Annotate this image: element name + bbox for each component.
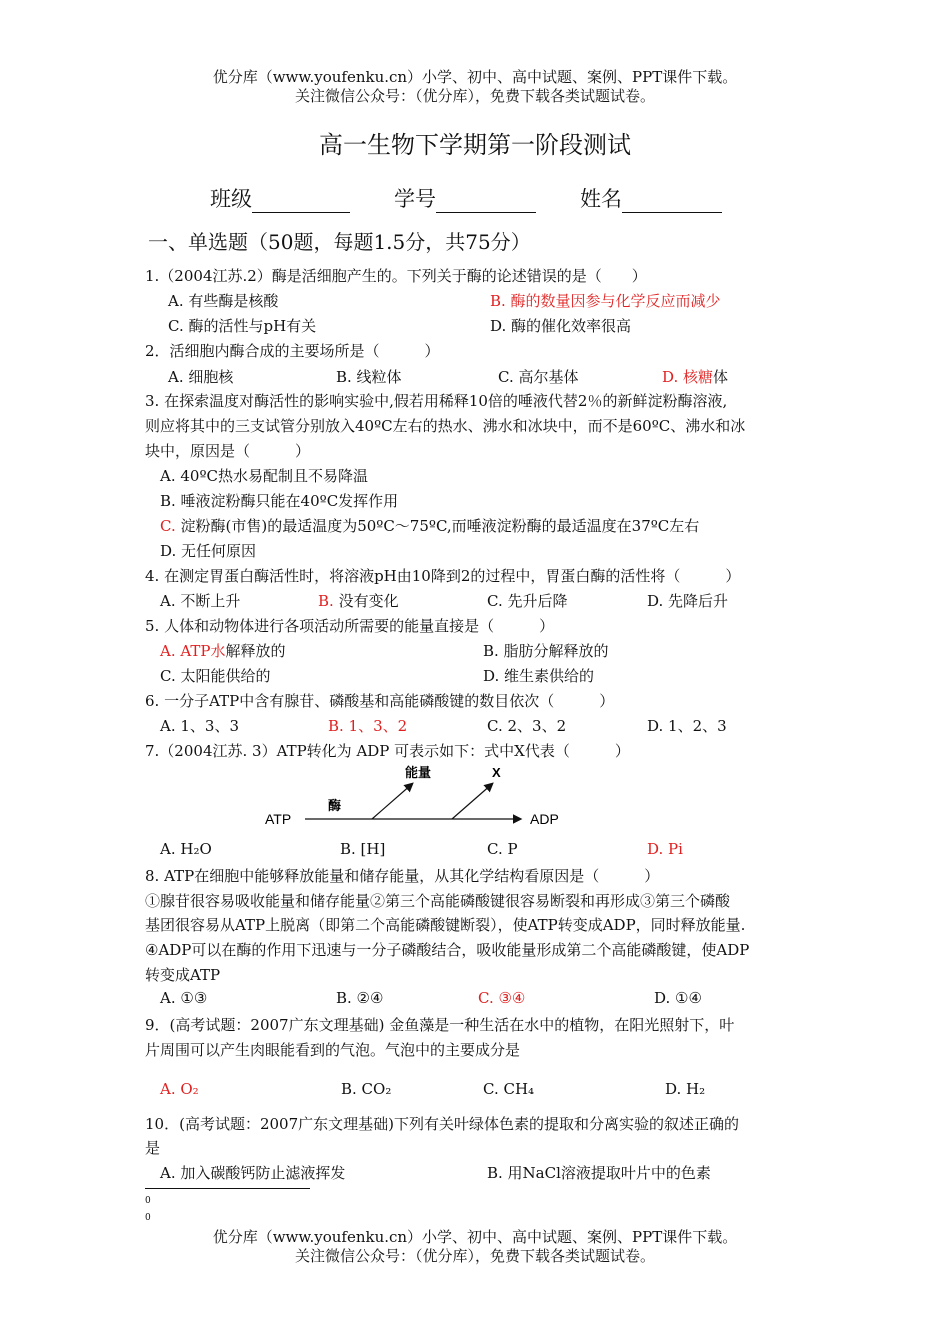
footer-line-2: 关注微信公众号：（优分库），免费下载各类试题试卷。 [294, 1247, 655, 1265]
atp-adp-diagram-svg [265, 762, 585, 832]
q2-option-a: A. 细胞核 [168, 368, 234, 386]
q7-option-d: D. Pi [647, 840, 683, 858]
q6-option-c: C. 2、3、2 [487, 717, 567, 735]
q4-option-b-text: 没有变化 [333, 592, 399, 610]
q6-option-a: A. 1、3、3 [160, 717, 239, 735]
q5-option-c: C. 太阳能供给的 [160, 667, 271, 685]
q5-stem: 5. 人体和动物体进行各项活动所需要的能量直接是（ ） [145, 617, 555, 635]
q4-stem: 4. 在测定胃蛋白酶活性时，将溶液pH由10降到2的过程中，胃蛋白酶的活性将（ ） [145, 567, 741, 585]
q6-option-b: B. 1、3、2 [328, 717, 408, 735]
q9-option-a: A. O₂ [160, 1080, 199, 1098]
id-blank [436, 190, 536, 213]
q7-option-a: A. H₂O [160, 840, 212, 858]
q8-stem: 8. ATP在细胞中能够释放能量和储存能量，从其化学结构看原因是（ ） [145, 867, 660, 885]
footnote-1: 0 [145, 1196, 151, 1206]
q2-option-d [662, 366, 728, 387]
q4-option-d: D. 先降后升 [647, 592, 729, 610]
q3-option-d: D. 无任何原因 [160, 542, 257, 560]
q9-option-c: C. CH₄ [483, 1080, 535, 1098]
q4-option-c: C. 先升后降 [487, 592, 568, 610]
q6-option-d: D. 1、2、3 [647, 717, 727, 735]
q2-option-c: C. 高尔基体 [498, 368, 579, 386]
atp-adp-diagram [265, 762, 585, 836]
q1-stem: 1.（2004江苏.2）酶是活细胞产生的。下列关于酶的论述错误的是（ ） [145, 267, 647, 285]
q3-option-c-text: 淀粉酶(市售)的最适温度为50ºC～75ºC,而唾液淀粉酶的最适温度在37ºC左右 [175, 517, 700, 535]
q8-option-c: C. ③④ [478, 989, 526, 1007]
name-blank [622, 190, 722, 213]
q3-stem-1: 3. 在探索温度对酶活性的影响实验中,假若用稀释10倍的唾液代替2％的新鲜淀粉酶溶液, [145, 392, 728, 410]
q1-option-c: C. 酶的活性与pH有关 [168, 317, 317, 335]
q3-option-a: A. 40ºC热水易配制且不易降温 [160, 467, 368, 485]
q5-option-a-red: A. ATP水 [160, 642, 226, 660]
q8-option-b: B. ②④ [336, 989, 384, 1007]
q3-stem-2: 则应将其中的三支试管分别放入40ºC左右的热水、沸水和冰块中，而不是60ºC、沸水和冰 [145, 417, 746, 435]
q8-text-2: 基团很容易从ATP上脱离（即第二个高能磷酸键断裂），使ATP转变成ADP，同时释放能量. [145, 916, 746, 934]
q8-option-a: A. ①③ [160, 989, 208, 1007]
diagram-x-label: X [492, 765, 501, 780]
q6-stem: 6. 一分子ATP中含有腺苷、磷酸基和高能磷酸键的数目依次（ ） [145, 692, 615, 710]
q9-option-d: D. H₂ [665, 1080, 706, 1098]
diagram-energy-arrow [372, 784, 412, 819]
q9-option-b: B. CO₂ [341, 1080, 392, 1098]
id-label: 学号 [394, 187, 436, 211]
q8-text-3: ④ADP可以在酶的作用下迅速与一分子磷酸结合，吸收能量形成第二个高能磷酸键，使ADP [145, 941, 750, 959]
header-line-2: 关注微信公众号：（优分库），免费下载各类试题试卷。 [294, 87, 655, 105]
q3-option-c-letter: C. [160, 517, 176, 535]
q1-option-a: A. 有些酶是核酸 [168, 292, 279, 310]
diagram-atp-label: ATP [265, 811, 292, 827]
q2-option-d-rest: 体 [713, 368, 729, 386]
q10-option-b: B. 用NaCl溶液提取叶片中的色素 [487, 1164, 711, 1182]
header-line-1: 优分库（www.youfenku.cn）小学、初中、高中试题、案例、PPT课件下载。 [212, 68, 738, 86]
q2-stem: 2．活细胞内酶合成的主要场所是（ ） [145, 342, 440, 360]
q4-option-b-letter: B. [318, 592, 334, 610]
q3-option-b: B. 唾液淀粉酶只能在40ºC发挥作用 [160, 492, 399, 510]
q9-stem-1: 9．(高考试题：2007广东文理基础) 金鱼藻是一种生活在水中的植物，在阳光照射下，叶 [145, 1016, 735, 1034]
q10-option-a: A. 加入碳酸钙防止滤液挥发 [160, 1164, 346, 1182]
class-blank [252, 190, 350, 213]
q1-option-d: D. 酶的催化效率很高 [490, 317, 632, 335]
q2-option-b: B. 线粒体 [336, 368, 402, 386]
q5-option-a [160, 640, 286, 661]
q1-option-b: B. 酶的数量因参与化学反应而减少 [490, 292, 721, 310]
footnote-rule [145, 1188, 310, 1189]
q10-stem-1: 10．(高考试题：2007广东文理基础)下列有关叶绿体色素的提取和分离实验的叙述正确的 [145, 1115, 739, 1133]
q10-stem-2: 是 [145, 1139, 161, 1157]
page-title: 高一生物下学期第一阶段测试 [319, 131, 631, 159]
q4-option-b [318, 590, 399, 611]
q7-stem: 7.（2004江苏. 3）ATP转化为 ADP 可表示如下：式中X代表（ ） [145, 742, 630, 760]
diagram-enzyme-label: 酶 [328, 799, 342, 814]
q5-option-d: D. 维生素供给的 [483, 667, 595, 685]
diagram-x-arrow [452, 784, 492, 819]
section-heading: 一、单选题（50题，每题1.5分，共75分） [148, 230, 531, 254]
footer-line-1: 优分库（www.youfenku.cn）小学、初中、高中试题、案例、PPT课件下载。 [212, 1228, 738, 1246]
q4-option-a: A. 不断上升 [160, 592, 241, 610]
q2-option-d-red: D. 核糖 [662, 368, 714, 386]
class-label: 班级 [210, 187, 252, 211]
diagram-adp-label: ADP [530, 811, 559, 827]
student-info [210, 183, 722, 213]
q7-option-c: C. P [487, 840, 518, 858]
q5-option-b: B. 脂肪分解释放的 [483, 642, 609, 660]
footnote-2: 0 [145, 1213, 151, 1223]
name-label: 姓名 [580, 187, 622, 211]
q3-stem-3: 块中，原因是（ ） [145, 442, 311, 460]
q5-option-a-rest: 解释放的 [225, 642, 286, 660]
q8-option-d: D. ①④ [654, 989, 702, 1007]
q8-text-4: 转变成ATP [145, 966, 221, 984]
q3-option-c [160, 515, 699, 536]
q7-option-b: B. [H] [340, 840, 386, 858]
q9-stem-2: 片周围可以产生肉眼能看到的气泡。气泡中的主要成分是 [145, 1041, 521, 1059]
diagram-energy-label: 能量 [405, 766, 432, 781]
q8-text-1: ①腺苷很容易吸收能量和储存能量②第三个高能磷酸键很容易断裂和再形成③第三个磷酸 [145, 892, 731, 910]
